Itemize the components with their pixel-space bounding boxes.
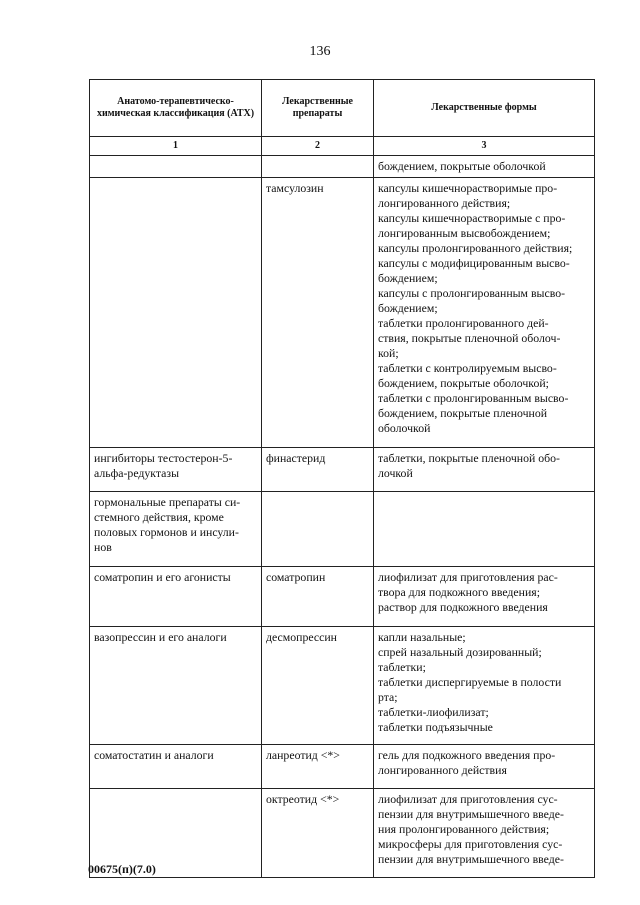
table-header-row <box>90 80 595 137</box>
form-line: таблетки подъязычные <box>378 720 493 734</box>
table-row <box>90 448 595 492</box>
form-line: таблетки пролонгированного дей- <box>378 316 549 330</box>
atc-cell <box>90 627 262 745</box>
drug-cell <box>262 492 374 567</box>
column-number: 1 <box>90 137 262 156</box>
form-line: микросферы для приготовления сус- <box>378 837 563 851</box>
forms-cell <box>374 178 595 448</box>
forms-cell <box>374 156 595 178</box>
form-line: кой; <box>378 346 399 360</box>
form-line: ния пролонгированного действия; <box>378 822 550 836</box>
form-line: таблетки; <box>378 660 426 674</box>
form-line: гель для подкожного введения про- <box>378 748 556 762</box>
forms-cell <box>374 789 595 878</box>
atc-text: гормональные препараты си- <box>94 495 241 509</box>
form-line: капли назальные; <box>378 630 466 644</box>
drug-name: соматропин <box>266 570 326 584</box>
table-row <box>90 567 595 627</box>
form-line: лиофилизат для приготовления сус- <box>378 792 558 806</box>
atc-text: альфа-редуктазы <box>94 466 179 480</box>
form-line: капсулы кишечнорастворимые с про- <box>378 211 566 225</box>
column-number: 3 <box>374 137 595 156</box>
atc-text: нов <box>94 540 112 554</box>
form-line: таблетки с пролонгированным высво- <box>378 391 569 405</box>
forms-cell <box>374 567 595 627</box>
form-line: рта; <box>378 690 398 704</box>
form-line: таблетки-лиофилизат; <box>378 705 489 719</box>
forms-cell <box>374 627 595 745</box>
form-line: таблетки с контролируемым высво- <box>378 361 557 375</box>
form-line: таблетки, покрытые пленочной обо- <box>378 451 560 465</box>
drug-name: ланреотид <*> <box>266 748 340 762</box>
atc-cell <box>90 178 262 448</box>
drug-cell <box>262 156 374 178</box>
header-atc: Анатомо-терапевтическо-химическая классификация (АТХ) <box>90 80 262 137</box>
drug-cell <box>262 627 374 745</box>
atc-text: соматостатин и аналоги <box>94 748 214 762</box>
header-drugs: Лекарственные препараты <box>262 80 374 137</box>
form-line: лонгированным высвобождением; <box>378 226 551 240</box>
atc-text: соматропин и его агонисты <box>94 570 231 584</box>
forms-cell <box>374 745 595 789</box>
form-line: пензии для внутримышечного введе- <box>378 852 564 866</box>
form-line: капсулы с пролонгированным высво- <box>378 286 566 300</box>
form-line: твора для подкожного введения; <box>378 585 540 599</box>
table-row <box>90 178 595 448</box>
drug-name: финастерид <box>266 451 326 465</box>
form-line: лонгированного действия; <box>378 196 511 210</box>
form-line: лонгированного действия <box>378 763 507 777</box>
drug-cell <box>262 789 374 878</box>
atc-text: ингибиторы тестостерон-5- <box>94 451 233 465</box>
atc-cell <box>90 745 262 789</box>
form-line: бождением; <box>378 271 438 285</box>
table-row <box>90 627 595 745</box>
form-line: раствор для подкожного введения <box>378 600 548 614</box>
form-line: ствия, покрытые пленочной оболоч- <box>378 331 561 345</box>
drug-cell <box>262 178 374 448</box>
atc-cell <box>90 156 262 178</box>
form-line: капсулы кишечнорастворимые про- <box>378 181 558 195</box>
header-forms: Лекарственные формы <box>374 80 595 137</box>
table-row <box>90 789 595 878</box>
drug-cell <box>262 448 374 492</box>
form-line: лочкой <box>378 466 413 480</box>
drug-table <box>89 79 595 878</box>
atc-cell <box>90 448 262 492</box>
form-line: бождением; <box>378 301 438 315</box>
drug-cell <box>262 567 374 627</box>
form-line: бождением, покрытые оболочкой; <box>378 376 549 390</box>
form-line: капсулы с модифицированным высво- <box>378 256 570 270</box>
forms-cell <box>374 448 595 492</box>
atc-text: половых гормонов и инсули- <box>94 525 239 539</box>
form-line: лиофилизат для приготовления рас- <box>378 570 558 584</box>
table-row <box>90 156 595 178</box>
atc-text: вазопрессин и его аналоги <box>94 630 227 644</box>
drug-name: тамсулозин <box>266 181 324 195</box>
form-line: капсулы пролонгированного действия; <box>378 241 573 255</box>
forms-cell <box>374 492 595 567</box>
form-line: спрей назальный дозированный; <box>378 645 542 659</box>
table-row <box>90 745 595 789</box>
form-line: бождением, покрытые оболочкой <box>378 159 546 173</box>
form-line: пензии для внутримышечного введе- <box>378 807 564 821</box>
form-line: бождением, покрытые пленочной <box>378 406 548 420</box>
atc-cell <box>90 567 262 627</box>
table-row <box>90 492 595 567</box>
column-number-row <box>90 137 595 156</box>
drug-cell <box>262 745 374 789</box>
page-number: 136 <box>309 44 331 59</box>
atc-text: стемного действия, кроме <box>94 510 224 524</box>
document-code: 00675(п)(7.0) <box>88 862 156 876</box>
atc-cell <box>90 492 262 567</box>
drug-name: десмопрессин <box>266 630 337 644</box>
form-line: таблетки диспергируемые в полости <box>378 675 562 689</box>
drug-name: октреотид <*> <box>266 792 340 806</box>
column-number: 2 <box>262 137 374 156</box>
form-line: оболочкой <box>378 421 431 435</box>
